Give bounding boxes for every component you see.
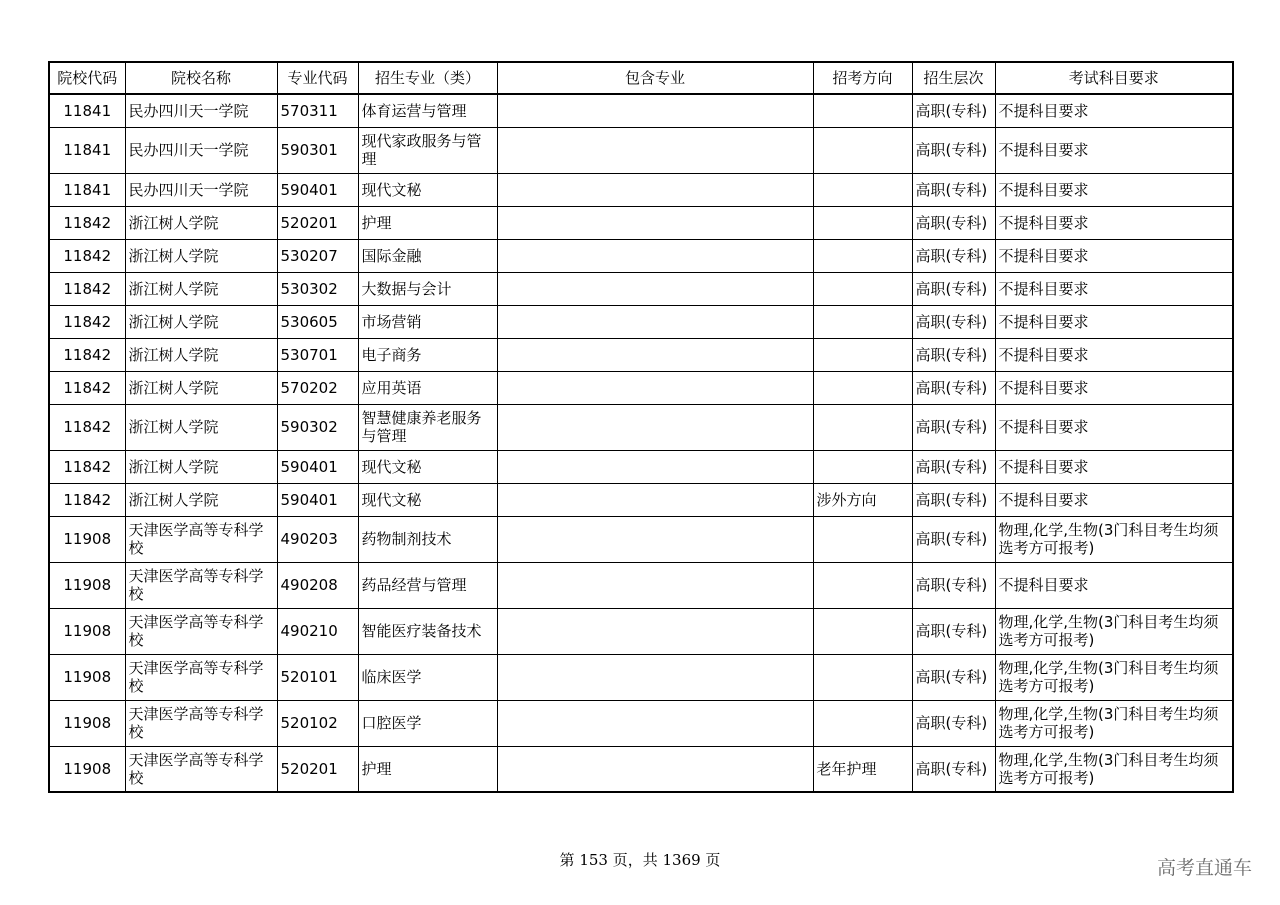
- included-majors-cell: [497, 450, 813, 483]
- school-name-cell: 民办四川天一学院: [125, 173, 277, 206]
- major-name-cell: 电子商务: [358, 338, 497, 371]
- level-cell: 高职(专科): [912, 746, 995, 792]
- header-level: 招生层次: [912, 62, 995, 94]
- major-code-cell: 570311: [277, 94, 358, 127]
- school-code-cell: 11841: [49, 173, 125, 206]
- header-school-name: 院校名称: [125, 62, 277, 94]
- school-name-cell: 民办四川天一学院: [125, 127, 277, 173]
- level-cell: 高职(专科): [912, 700, 995, 746]
- major-name-cell: 现代文秘: [358, 483, 497, 516]
- level-cell: 高职(专科): [912, 338, 995, 371]
- school-code-cell: 11842: [49, 404, 125, 450]
- major-name-cell: 现代家政服务与管理: [358, 127, 497, 173]
- major-name-cell: 护理: [358, 206, 497, 239]
- school-code-cell: 11908: [49, 608, 125, 654]
- school-code-cell: 11842: [49, 272, 125, 305]
- table-row: [49, 404, 1233, 450]
- direction-cell: 老年护理: [813, 746, 912, 792]
- subject-requirements-cell: 物理,化学,生物(3门科目考生均须选考方可报考): [995, 608, 1233, 654]
- major-code-cell: 590302: [277, 404, 358, 450]
- level-cell: 高职(专科): [912, 305, 995, 338]
- major-name-cell: 护理: [358, 746, 497, 792]
- school-code-cell: 11842: [49, 305, 125, 338]
- included-majors-cell: [497, 338, 813, 371]
- major-code-cell: 490208: [277, 562, 358, 608]
- major-name-cell: 临床医学: [358, 654, 497, 700]
- major-code-cell: 590301: [277, 127, 358, 173]
- major-code-cell: 590401: [277, 173, 358, 206]
- direction-cell: [813, 404, 912, 450]
- header-direction: 招考方向: [813, 62, 912, 94]
- direction-cell: [813, 94, 912, 127]
- included-majors-cell: [497, 94, 813, 127]
- major-name-cell: 药物制剂技术: [358, 516, 497, 562]
- table-header-row: [49, 62, 1233, 94]
- subject-requirements-cell: 不提科目要求: [995, 94, 1233, 127]
- level-cell: 高职(专科): [912, 206, 995, 239]
- major-name-cell: 药品经营与管理: [358, 562, 497, 608]
- included-majors-cell: [497, 127, 813, 173]
- included-majors-cell: [497, 654, 813, 700]
- school-code-cell: 11842: [49, 239, 125, 272]
- direction-cell: [813, 371, 912, 404]
- major-name-cell: 国际金融: [358, 239, 497, 272]
- major-code-cell: 530302: [277, 272, 358, 305]
- level-cell: 高职(专科): [912, 562, 995, 608]
- direction-cell: [813, 272, 912, 305]
- subject-requirements-cell: 物理,化学,生物(3门科目考生均须选考方可报考): [995, 654, 1233, 700]
- major-code-cell: 590401: [277, 450, 358, 483]
- subject-requirements-cell: 不提科目要求: [995, 371, 1233, 404]
- included-majors-cell: [497, 305, 813, 338]
- direction-cell: [813, 608, 912, 654]
- major-name-cell: 应用英语: [358, 371, 497, 404]
- direction-cell: [813, 516, 912, 562]
- subject-requirements-cell: 物理,化学,生物(3门科目考生均须选考方可报考): [995, 516, 1233, 562]
- level-cell: 高职(专科): [912, 654, 995, 700]
- direction-cell: [813, 239, 912, 272]
- subject-requirements-cell: 不提科目要求: [995, 127, 1233, 173]
- subject-requirements-cell: 不提科目要求: [995, 483, 1233, 516]
- included-majors-cell: [497, 700, 813, 746]
- table-row: [49, 272, 1233, 305]
- major-code-cell: 530207: [277, 239, 358, 272]
- major-name-cell: 现代文秘: [358, 173, 497, 206]
- school-code-cell: 11908: [49, 516, 125, 562]
- school-code-cell: 11842: [49, 338, 125, 371]
- level-cell: 高职(专科): [912, 516, 995, 562]
- school-name-cell: 民办四川天一学院: [125, 94, 277, 127]
- direction-cell: [813, 206, 912, 239]
- direction-cell: [813, 173, 912, 206]
- table-row: [49, 371, 1233, 404]
- direction-cell: [813, 450, 912, 483]
- major-name-cell: 现代文秘: [358, 450, 497, 483]
- school-name-cell: 浙江树人学院: [125, 239, 277, 272]
- school-name-cell: 浙江树人学院: [125, 272, 277, 305]
- major-code-cell: 530605: [277, 305, 358, 338]
- school-name-cell: 浙江树人学院: [125, 338, 277, 371]
- major-code-cell: 590401: [277, 483, 358, 516]
- school-code-cell: 11908: [49, 654, 125, 700]
- subject-requirements-cell: 不提科目要求: [995, 338, 1233, 371]
- table-row: [49, 700, 1233, 746]
- level-cell: 高职(专科): [912, 371, 995, 404]
- subject-requirements-cell: 不提科目要求: [995, 450, 1233, 483]
- table-row: [49, 746, 1233, 792]
- major-code-cell: 490203: [277, 516, 358, 562]
- level-cell: 高职(专科): [912, 404, 995, 450]
- page-number: 第 153 页，共 1369 页: [559, 851, 721, 869]
- major-name-cell: 智能医疗装备技术: [358, 608, 497, 654]
- subject-requirements-cell: 不提科目要求: [995, 272, 1233, 305]
- admissions-table: [48, 61, 1234, 793]
- level-cell: 高职(专科): [912, 94, 995, 127]
- major-code-cell: 570202: [277, 371, 358, 404]
- included-majors-cell: [497, 516, 813, 562]
- included-majors-cell: [497, 483, 813, 516]
- watermark: 高考直通车: [1156, 857, 1252, 879]
- header-major-name: 招生专业（类）: [358, 62, 497, 94]
- table-body: [49, 94, 1233, 792]
- table-row: [49, 239, 1233, 272]
- school-name-cell: 天津医学高等专科学校: [125, 562, 277, 608]
- school-name-cell: 天津医学高等专科学校: [125, 516, 277, 562]
- school-name-cell: 浙江树人学院: [125, 206, 277, 239]
- level-cell: 高职(专科): [912, 608, 995, 654]
- level-cell: 高职(专科): [912, 173, 995, 206]
- header-school-code: 院校代码: [49, 62, 125, 94]
- subject-requirements-cell: 不提科目要求: [995, 239, 1233, 272]
- subject-requirements-cell: 不提科目要求: [995, 206, 1233, 239]
- included-majors-cell: [497, 173, 813, 206]
- direction-cell: [813, 338, 912, 371]
- level-cell: 高职(专科): [912, 450, 995, 483]
- school-name-cell: 浙江树人学院: [125, 305, 277, 338]
- major-code-cell: 520201: [277, 746, 358, 792]
- table-row: [49, 562, 1233, 608]
- major-code-cell: 490210: [277, 608, 358, 654]
- school-code-cell: 11842: [49, 206, 125, 239]
- table-row: [49, 608, 1233, 654]
- subject-requirements-cell: 不提科目要求: [995, 562, 1233, 608]
- table-row: [49, 516, 1233, 562]
- level-cell: 高职(专科): [912, 239, 995, 272]
- school-code-cell: 11842: [49, 450, 125, 483]
- school-name-cell: 浙江树人学院: [125, 483, 277, 516]
- table-row: [49, 94, 1233, 127]
- included-majors-cell: [497, 746, 813, 792]
- school-name-cell: 浙江树人学院: [125, 450, 277, 483]
- table-row: [49, 173, 1233, 206]
- major-code-cell: 520102: [277, 700, 358, 746]
- header-subject-requirements: 考试科目要求: [995, 62, 1233, 94]
- direction-cell: [813, 700, 912, 746]
- subject-requirements-cell: 物理,化学,生物(3门科目考生均须选考方可报考): [995, 746, 1233, 792]
- table-row: [49, 654, 1233, 700]
- table-row: [49, 206, 1233, 239]
- header-included-majors: 包含专业: [497, 62, 813, 94]
- major-name-cell: 大数据与会计: [358, 272, 497, 305]
- subject-requirements-cell: 不提科目要求: [995, 173, 1233, 206]
- included-majors-cell: [497, 608, 813, 654]
- major-code-cell: 530701: [277, 338, 358, 371]
- subject-requirements-cell: 不提科目要求: [995, 305, 1233, 338]
- school-code-cell: 11842: [49, 483, 125, 516]
- included-majors-cell: [497, 239, 813, 272]
- school-code-cell: 11908: [49, 700, 125, 746]
- direction-cell: [813, 654, 912, 700]
- major-name-cell: 市场营销: [358, 305, 497, 338]
- school-code-cell: 11841: [49, 94, 125, 127]
- included-majors-cell: [497, 206, 813, 239]
- school-code-cell: 11842: [49, 371, 125, 404]
- included-majors-cell: [497, 272, 813, 305]
- direction-cell: 涉外方向: [813, 483, 912, 516]
- header-major-code: 专业代码: [277, 62, 358, 94]
- direction-cell: [813, 562, 912, 608]
- major-code-cell: 520101: [277, 654, 358, 700]
- major-code-cell: 520201: [277, 206, 358, 239]
- school-code-cell: 11908: [49, 746, 125, 792]
- direction-cell: [813, 305, 912, 338]
- table-row: [49, 450, 1233, 483]
- table-row: [49, 127, 1233, 173]
- level-cell: 高职(专科): [912, 483, 995, 516]
- subject-requirements-cell: 不提科目要求: [995, 404, 1233, 450]
- major-name-cell: 口腔医学: [358, 700, 497, 746]
- level-cell: 高职(专科): [912, 272, 995, 305]
- school-name-cell: 浙江树人学院: [125, 371, 277, 404]
- included-majors-cell: [497, 404, 813, 450]
- direction-cell: [813, 127, 912, 173]
- subject-requirements-cell: 物理,化学,生物(3门科目考生均须选考方可报考): [995, 700, 1233, 746]
- school-code-cell: 11841: [49, 127, 125, 173]
- school-name-cell: 天津医学高等专科学校: [125, 700, 277, 746]
- table-row: [49, 338, 1233, 371]
- included-majors-cell: [497, 562, 813, 608]
- major-name-cell: 智慧健康养老服务与管理: [358, 404, 497, 450]
- school-name-cell: 天津医学高等专科学校: [125, 608, 277, 654]
- school-name-cell: 浙江树人学院: [125, 404, 277, 450]
- table-row: [49, 483, 1233, 516]
- major-name-cell: 体育运营与管理: [358, 94, 497, 127]
- school-name-cell: 天津医学高等专科学校: [125, 654, 277, 700]
- table-row: [49, 305, 1233, 338]
- school-name-cell: 天津医学高等专科学校: [125, 746, 277, 792]
- school-code-cell: 11908: [49, 562, 125, 608]
- included-majors-cell: [497, 371, 813, 404]
- level-cell: 高职(专科): [912, 127, 995, 173]
